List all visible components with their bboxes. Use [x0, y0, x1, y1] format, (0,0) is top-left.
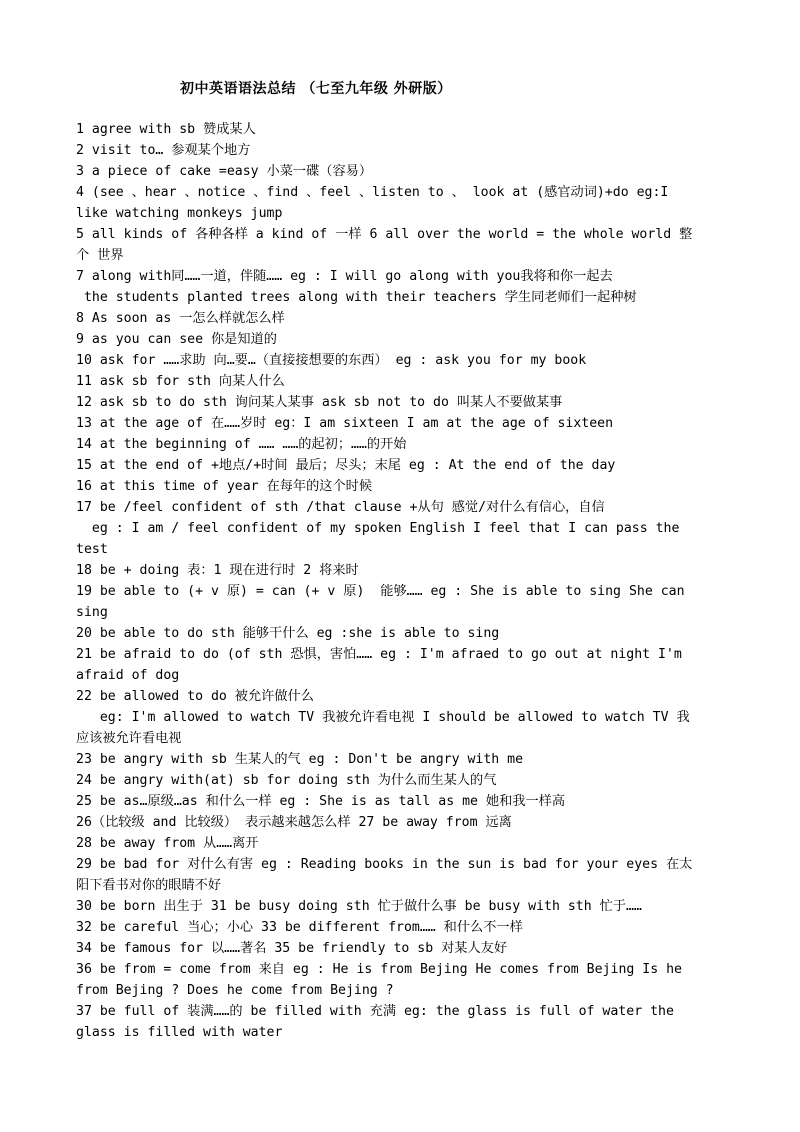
text-line: 25 be as…原级…as 和什么一样 eg : She is as tall as me 她和我一样高 [76, 794, 566, 809]
text-line: from Bejing ? Does he come from Bejing ? [76, 983, 394, 998]
text-line: eg: I'm allowed to watch TV 我被允许看电视 I should be allowed to watch TV 我 [76, 710, 690, 725]
text-line: glass is filled with water [76, 1025, 283, 1040]
text-line: 30 be born 出生于 31 be busy doing sth 忙于做什么事 be busy with sth 忙于…… [76, 899, 642, 914]
text-line: 11 ask sb for sth 向某人什么 [76, 374, 285, 389]
text-line: 21 be afraid to do (of sth 恐惧，害怕…… eg : I'm afraed to go out at night I'm [76, 647, 682, 662]
text-line: 17 be /feel confident of sth /that clause +从句 感觉/对什么有信心，自信 [76, 500, 605, 515]
text-line: 10 ask for ……求助 向…要…（直接接想要的东西） eg : ask you for my book [76, 353, 587, 368]
text-line: 18 be + doing 表：1 现在进行时 2 将来时 [76, 563, 359, 578]
text-line: 3 a piece of cake =easy 小菜一碟（容易） [76, 164, 373, 179]
text-line: 22 be allowed to do 被允许做什么 [76, 689, 314, 704]
text-line: 9 as you can see 你是知道的 [76, 332, 277, 347]
text-line: 13 at the age of 在……岁时 eg：I am sixteen I am at the age of sixteen [76, 416, 614, 431]
text-line: like watching monkeys jump [76, 206, 283, 221]
text-line: 应该被允许看电视 [76, 731, 182, 746]
text-line: 20 be able to do sth 能够干什么 eg :she is able to sing [76, 626, 500, 641]
text-line: 阳下看书对你的眼睛不好 [76, 878, 222, 893]
text-line: eg : I am / feel confident of my spoken English I feel that I can pass the [76, 521, 680, 536]
text-line: 29 be bad for 对什么有害 eg : Reading books in the sun is bad for your eyes 在太 [76, 857, 693, 872]
text-line: test [76, 542, 108, 557]
text-line: 36 be from = come from 来自 eg : He is from Bejing He comes from Bejing Is he [76, 962, 682, 977]
text-line: 14 at the beginning of …… ……的起初；……的开始 [76, 437, 407, 452]
text-line: 28 be away from 从……离开 [76, 836, 259, 851]
text-line: 19 be able to (+ v 原) = can (+ v 原) 能够…… eg : She is able to sing She can [76, 584, 685, 599]
document-body [76, 119, 726, 1043]
text-line: 16 at this time of year 在每年的这个时候 [76, 479, 373, 494]
text-line: 7 along with同……一道，伴随…… eg : I will go along with you我将和你一起去 [76, 269, 613, 284]
text-line: 8 As soon as 一怎么样就怎么样 [76, 311, 285, 326]
text-line: 4 (see 、hear 、notice 、find 、feel 、listen to 、 look at (感官动词)+do eg:I [76, 185, 669, 200]
text-line: 12 ask sb to do sth 询问某人某事 ask sb not to do 叫某人不要做某事 [76, 395, 563, 410]
text-line: sing [76, 605, 108, 620]
text-line: 1 agree with sb 赞成某人 [76, 122, 256, 137]
text-line: 个 世界 [76, 248, 124, 263]
text-line: 15 at the end of +地点/+时间 最后；尽头；末尾 eg : At the end of the day [76, 458, 616, 473]
text-line: 37 be full of 装满……的 be filled with 充满 eg: the glass is full of water the [76, 1004, 674, 1019]
text-line: 5 all kinds of 各种各样 a kind of 一样 6 all over the world = the whole world 整 [76, 227, 693, 242]
text-line: 23 be angry with sb 生某人的气 eg : Don't be angry with me [76, 752, 524, 767]
text-line: 2 visit to… 参观某个地方 [76, 143, 251, 158]
text-line: 34 be famous for 以……著名 35 be friendly to sb 对某人友好 [76, 941, 508, 956]
text-line: 26（比较级 and 比较级） 表示越来越怎么样 27 be away from 远离 [76, 815, 512, 830]
document-title: 初中英语语法总结 （七至九年级 外研版） [180, 81, 452, 97]
text-line: 32 be careful 当心；小心 33 be different from…… 和什么不一样 [76, 920, 523, 935]
text-line: 24 be angry with(at) sb for doing sth 为什么而生某人的气 [76, 773, 497, 788]
text-line: the students planted trees along with their teachers 学生同老师们一起种树 [76, 290, 637, 305]
text-line: afraid of dog [76, 668, 180, 683]
